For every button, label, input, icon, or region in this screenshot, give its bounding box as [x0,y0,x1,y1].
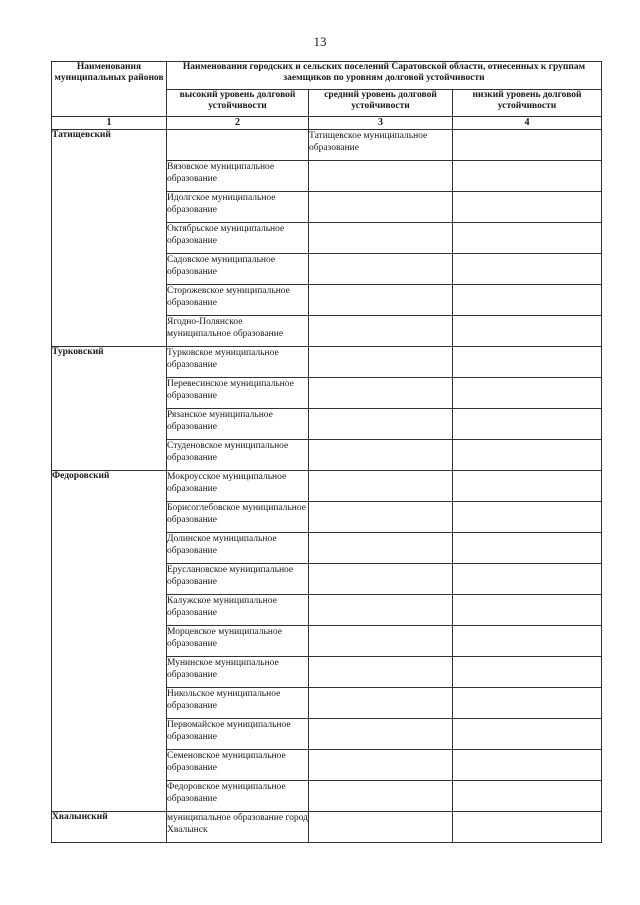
settlement-cell-low [453,812,602,843]
settlement-cell-medium [309,657,453,688]
settlement-cell-low [453,688,602,719]
settlement-cell-low [453,161,602,192]
settlement-cell-low [453,595,602,626]
page-number: 13 [313,34,327,49]
settlement-cell-high: Мокроусское муниципальное образование [167,471,309,502]
settlement-cell-medium [309,192,453,223]
settlement-cell-medium [309,502,453,533]
settlement-cell-low [453,533,602,564]
settlement-cell-low [453,564,602,595]
settlement-cell-low [453,781,602,812]
settlement-cell-medium [309,533,453,564]
table-row [52,471,602,502]
header-low-level: низкий уровень долговой устойчивости [453,89,602,117]
settlement-cell-high: Первомайское муниципальное образование [167,719,309,750]
settlement-cell-medium [309,812,453,843]
settlement-cell-medium [309,223,453,254]
settlement-cell-high: Садовское муниципальное образование [167,254,309,285]
settlement-cell-low [453,719,602,750]
settlement-cell-medium [309,254,453,285]
settlement-cell-low [453,378,602,409]
header-districts: Наименования муниципальных районов [52,62,167,117]
settlement-cell-low [453,316,602,347]
column-number: 2 [167,117,309,130]
settlement-cell-high: Сторожевское муниципальное образование [167,285,309,316]
table-row [52,130,602,161]
settlement-cell-medium [309,161,453,192]
district-name: Татищевский [52,130,167,347]
header-settlement-groups: Наименования городских и сельских поселений Саратовской области, отнесенных к группам заемщиков по уровням долговой устойчивости [167,62,602,90]
settlement-cell-low [453,285,602,316]
settlement-cell-high: Калужское муниципальное образование [167,595,309,626]
settlement-cell-high: Турковское муниципальное образование [167,347,309,378]
settlement-cell-medium [309,440,453,471]
table-body [52,130,602,843]
settlement-cell-low [453,440,602,471]
table-row [52,812,602,843]
settlement-cell-high [167,130,309,161]
settlement-cell-medium [309,409,453,440]
settlement-cell-medium [309,688,453,719]
settlement-cell-medium [309,719,453,750]
settlement-cell-medium [309,564,453,595]
district-name: Федоровский [52,471,167,812]
settlement-cell-high: Федоровское муниципальное образование [167,781,309,812]
settlement-cell-high: Еруслановское муниципальное образование [167,564,309,595]
settlement-cell-low [453,626,602,657]
settlement-cell-high: Борисоглебовское муниципальное образование [167,502,309,533]
settlement-cell-low [453,750,602,781]
settlement-cell-medium [309,316,453,347]
settlement-cell-high: Мунинское муниципальное образование [167,657,309,688]
settlement-cell-high: Октябрьское муниципальное образование [167,223,309,254]
settlement-cell-high: Ягодно-Полянское муниципальное образование [167,316,309,347]
settlement-cell-medium [309,595,453,626]
settlement-cell-high: Вязовское муниципальное образование [167,161,309,192]
settlement-cell-high: муниципальное образование город Хвалынск [167,812,309,843]
settlement-cell-high: Морцевское муниципальное образование [167,626,309,657]
district-name: Хвалынский [52,812,167,843]
settlement-cell-low [453,347,602,378]
settlement-cell-medium [309,750,453,781]
settlement-cell-high: Студеновское муниципальное образование [167,440,309,471]
settlement-cell-medium [309,347,453,378]
settlement-cell-low [453,254,602,285]
settlement-cell-high: Никольское муниципальное образование [167,688,309,719]
column-number: 4 [453,117,602,130]
column-number: 3 [309,117,453,130]
settlement-cell-high: Рязанское муниципальное образование [167,409,309,440]
settlement-cell-medium [309,781,453,812]
settlement-cell-medium [309,378,453,409]
settlement-cell-high: Идолгское муниципальное образование [167,192,309,223]
settlement-cell-medium [309,626,453,657]
settlement-cell-high: Семеновское муниципальное образование [167,750,309,781]
settlement-cell-high: Долинское муниципальное образование [167,533,309,564]
header-high-level: высокий уровень долговой устойчивости [167,89,309,117]
settlement-cell-low [453,471,602,502]
settlement-cell-low [453,130,602,161]
settlement-cell-low [453,657,602,688]
settlement-cell-medium [309,471,453,502]
district-name: Турковский [52,347,167,471]
table-row [52,347,602,378]
settlement-cell-low [453,409,602,440]
borrower-groups-table [51,61,602,843]
settlement-cell-high: Перевесинское муниципальное образование [167,378,309,409]
column-number: 1 [52,117,167,130]
settlement-cell-medium: Татищевское муниципальное образование [309,130,453,161]
header-medium-level: средний уровень долговой устойчивости [309,89,453,117]
settlement-cell-medium [309,285,453,316]
settlement-cell-low [453,502,602,533]
settlement-cell-low [453,223,602,254]
settlement-cell-low [453,192,602,223]
